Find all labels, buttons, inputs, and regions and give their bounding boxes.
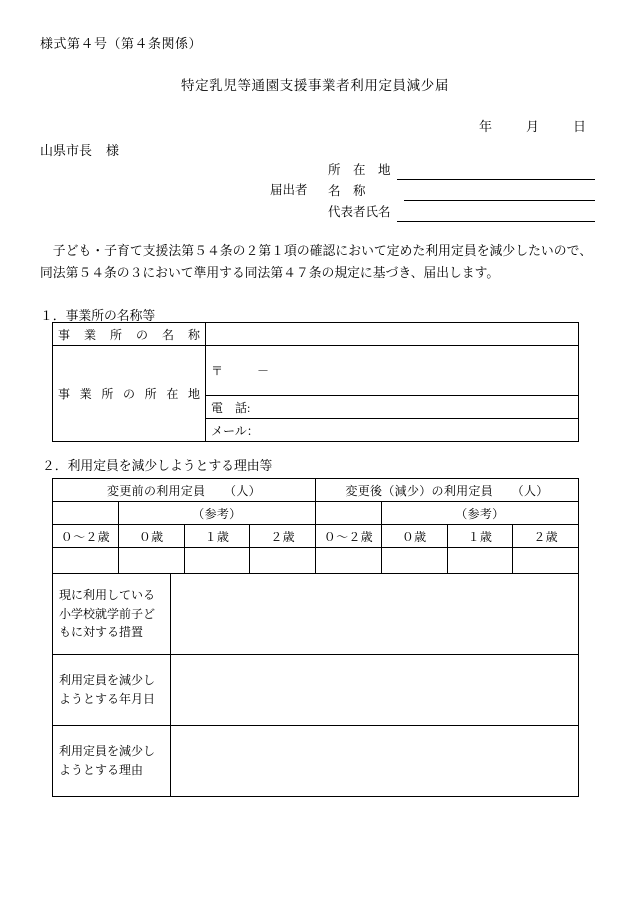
submitter-address-label: 所 在 地 xyxy=(328,163,391,177)
reference-header-after: （参考） xyxy=(381,502,578,525)
reason-detail-table xyxy=(52,573,579,797)
table-row xyxy=(53,655,579,726)
table-row xyxy=(53,323,579,346)
col-header-after-age1: １歳 xyxy=(447,525,513,548)
addressee-honorific: 様 xyxy=(106,143,120,158)
submitter-name-input[interactable] xyxy=(404,185,595,201)
office-info-table xyxy=(52,322,579,442)
col-header-after-age2: ２歳 xyxy=(513,525,579,548)
table-row xyxy=(53,502,579,525)
submitter-rep-input[interactable] xyxy=(397,206,595,222)
addressee xyxy=(40,140,119,159)
value-after-age1[interactable] xyxy=(447,548,513,574)
form-number: 様式第４号（第４条関係） xyxy=(40,36,203,51)
reason-value[interactable] xyxy=(171,726,579,797)
date-year-label: 年 xyxy=(478,119,492,134)
postal-dash: － xyxy=(257,364,270,378)
value-before-age1[interactable] xyxy=(184,548,250,574)
col-header-before-0to2: ０～２歳 xyxy=(53,525,119,548)
table-row xyxy=(53,574,579,655)
table-row xyxy=(53,548,579,574)
reference-header-before: （参考） xyxy=(118,502,315,525)
table-row xyxy=(53,525,579,548)
addressee-recipient: 山県市長 xyxy=(40,143,93,158)
office-address-label: 事業所の所在地 xyxy=(53,346,206,442)
col-header-before-age2: ２歳 xyxy=(250,525,316,548)
effective-date-value[interactable] xyxy=(171,655,579,726)
reason-label: 利用定員を減少しようとする理由 xyxy=(53,726,171,797)
submitter-rep-label: 代表者氏名 xyxy=(328,205,391,219)
office-zip-value[interactable] xyxy=(206,346,579,396)
body-paragraph: 子ども・子育て支援法第５４条の２第１項の確認において定めた利用定員を減少したいので、同法第５４条の３において準用する同法第４７条の規定に基づき、届出します。 xyxy=(40,244,592,281)
section1-heading: １．事業所の名称等 xyxy=(40,309,156,323)
submitter-tag: 届出者 xyxy=(270,183,308,197)
submitter-rep-row xyxy=(270,201,595,222)
col-header-before-age1: １歳 xyxy=(184,525,250,548)
submitter-address-input[interactable] xyxy=(397,164,595,180)
document-title: 特定乳児等通園支援事業者利用定員減少届 xyxy=(181,78,449,93)
measure-value[interactable] xyxy=(171,574,579,655)
office-tel-value[interactable] xyxy=(206,396,579,419)
office-mail-value[interactable] xyxy=(206,419,579,442)
table-row xyxy=(53,346,579,396)
col-header-before-age0: ０歳 xyxy=(118,525,184,548)
col-header-after-0to2: ０～２歳 xyxy=(316,525,382,548)
table-row xyxy=(53,479,579,502)
date-day-label: 日 xyxy=(572,119,586,134)
group-header-after: 変更後（減少）の利用定員 （人） xyxy=(316,479,579,502)
capacity-table xyxy=(52,478,579,574)
mail-label: メール： xyxy=(211,423,259,438)
group-header-before: 変更前の利用定員 （人） xyxy=(53,479,316,502)
value-before-age0[interactable] xyxy=(118,548,184,574)
office-name-value[interactable] xyxy=(206,323,579,346)
tel-label: 電 話: xyxy=(211,400,251,415)
value-after-age2[interactable] xyxy=(513,548,579,574)
submitter-name-label: 名 称 xyxy=(328,184,366,198)
value-before-age2[interactable] xyxy=(250,548,316,574)
spacer-cell-before xyxy=(53,502,119,525)
submitter-address-row xyxy=(270,159,595,180)
value-after-0to2[interactable] xyxy=(316,548,382,574)
postal-mark-icon: 〒 xyxy=(211,364,224,378)
submitter-block xyxy=(270,159,595,222)
measure-label: 現に利用している小学校就学前子どもに対する措置 xyxy=(53,574,171,655)
col-header-after-age0: ０歳 xyxy=(381,525,447,548)
submitter-name-row xyxy=(270,180,595,201)
date-month-label: 月 xyxy=(525,119,539,134)
spacer-cell-after xyxy=(316,502,382,525)
section2-heading: ２．利用定員を減少しようとする理由等 xyxy=(42,459,273,473)
office-name-label: 事業所の名称 xyxy=(53,323,206,346)
effective-date-label: 利用定員を減少しようとする年月日 xyxy=(53,655,171,726)
value-before-0to2[interactable] xyxy=(53,548,119,574)
date-line xyxy=(479,116,590,135)
table-row xyxy=(53,726,579,797)
value-after-age0[interactable] xyxy=(381,548,447,574)
